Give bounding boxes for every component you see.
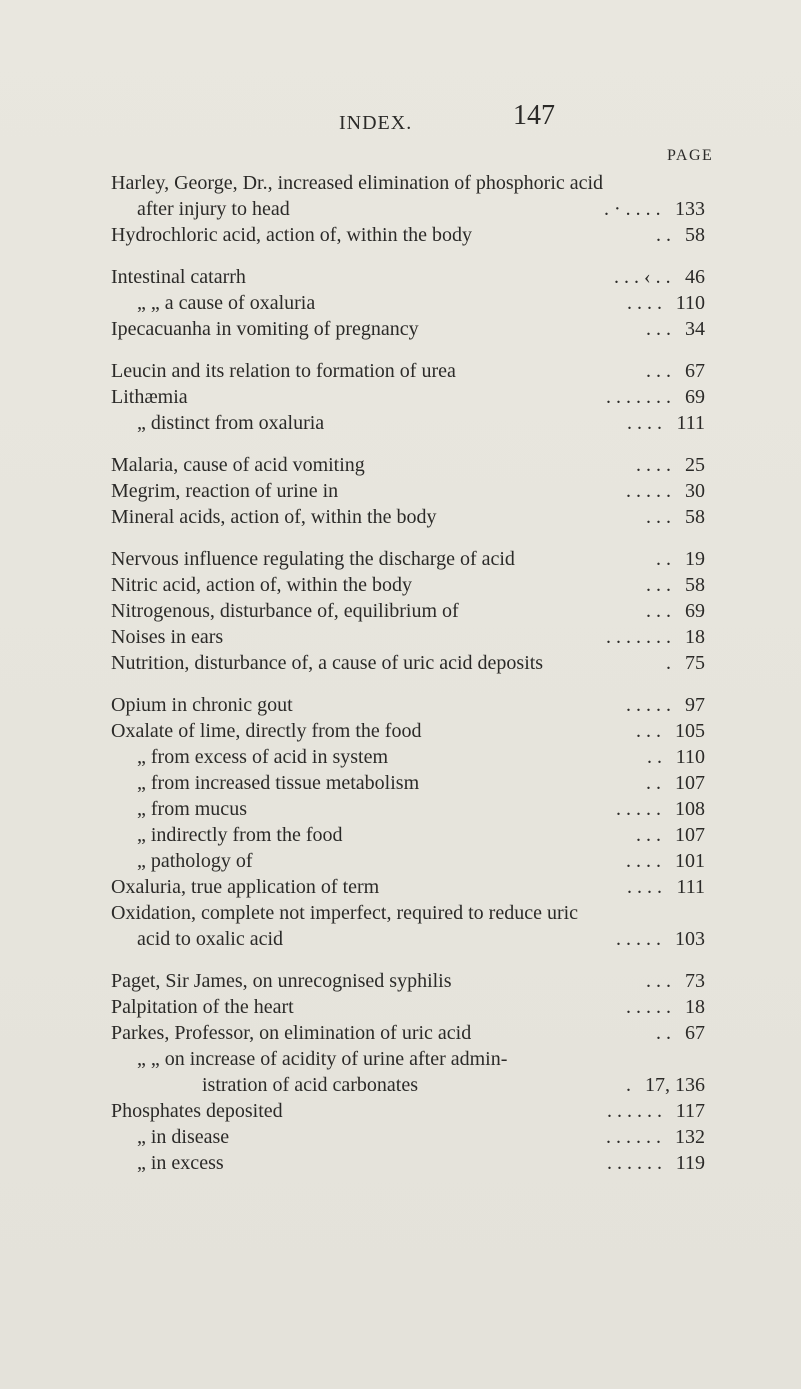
dot-leader: . .: [656, 1022, 671, 1044]
page-reference: 18: [685, 626, 705, 648]
index-entry: [0, 572, 801, 598]
dot-leader: . . .: [646, 574, 671, 596]
dot-leader: .: [626, 1074, 631, 1096]
page-reference: 132: [675, 1126, 705, 1148]
index-entry: [0, 1020, 801, 1046]
page-reference: 107: [675, 772, 705, 794]
index-entry: [0, 624, 801, 650]
index-entry: [0, 848, 801, 874]
index-entry: [0, 1046, 801, 1072]
index-entry: [0, 770, 801, 796]
entry-text: Parkes, Professor, on elimination of uric acid: [111, 1022, 472, 1044]
entry-text: „ from excess of acid in system: [137, 746, 389, 768]
dot-leader: . . . . . .: [607, 1152, 662, 1174]
entry-text: Malaria, cause of acid vomiting: [111, 454, 365, 476]
dot-leader: . .: [656, 548, 671, 570]
dot-leader: . . .: [636, 824, 661, 846]
index-entry: [0, 1072, 801, 1098]
page-reference: 73: [685, 970, 705, 992]
dot-leader: . . .: [646, 970, 671, 992]
dot-leader: . .: [646, 772, 661, 794]
entry-text: Ipecacuanha in vomiting of pregnancy: [111, 318, 419, 340]
page-reference: 58: [685, 224, 705, 246]
index-entry: [0, 1124, 801, 1150]
page-reference: 105: [675, 720, 705, 742]
entry-text: Nutrition, disturbance of, a cause of uric acid deposits: [111, 652, 544, 674]
entry-text: „ „ on increase of acidity of urine after admin-: [137, 1048, 508, 1070]
page-reference: 119: [675, 1152, 705, 1174]
entry-text: „ in excess: [137, 1152, 224, 1174]
index-entry: [0, 926, 801, 952]
dot-leader: . . . . .: [616, 928, 661, 950]
entry-text: „ distinct from oxaluria: [137, 412, 325, 434]
page-reference: 25: [685, 454, 705, 476]
index-entry: [0, 546, 801, 572]
index-entry: [0, 968, 801, 994]
page-reference: 67: [685, 360, 705, 382]
page-reference: 18: [685, 996, 705, 1018]
index-entry: [0, 222, 801, 248]
index-letter-group: [0, 358, 801, 436]
entry-text: Noises in ears: [111, 626, 224, 648]
dot-leader: . . . .: [627, 876, 662, 898]
page-number: 147: [513, 100, 555, 131]
entry-text: „ from mucus: [137, 798, 247, 820]
entry-text: Phosphates deposited: [111, 1100, 283, 1122]
entry-text: Oxidation, complete not imperfect, required to reduce uric: [111, 902, 579, 924]
index-entry: [0, 290, 801, 316]
page-reference: 133: [675, 198, 705, 220]
index-entry: [0, 744, 801, 770]
dot-leader: . . . . . .: [607, 1100, 662, 1122]
page-reference: 111: [676, 412, 705, 434]
dot-leader: . . . . . . .: [606, 626, 671, 648]
index-letter-group: [0, 968, 801, 1176]
dot-leader: . . . . .: [626, 996, 671, 1018]
entry-text: Hydrochloric acid, action of, within the body: [111, 224, 473, 246]
index-entry: [0, 874, 801, 900]
dot-leader: . . .: [646, 360, 671, 382]
index-letter-group: [0, 452, 801, 530]
entry-text: Nervous influence regulating the discharge of acid: [111, 548, 515, 570]
page-reference: 17, 136: [645, 1074, 705, 1096]
dot-leader: . . . .: [636, 454, 671, 476]
entry-text: acid to oxalic acid: [137, 928, 284, 950]
index-list: [0, 170, 801, 1192]
dot-leader: . . . . . . .: [606, 386, 671, 408]
page-reference: 103: [675, 928, 705, 950]
dot-leader: . . . . .: [626, 480, 671, 502]
page-reference: 111: [676, 876, 705, 898]
page-reference: 34: [685, 318, 705, 340]
dot-leader: . . . . .: [626, 694, 671, 716]
entry-text: istration of acid carbonates: [202, 1074, 419, 1096]
page-reference: 69: [685, 386, 705, 408]
running-title: INDEX.: [339, 112, 413, 134]
dot-leader: . .: [656, 224, 671, 246]
entry-text: Intestinal catarrh: [111, 266, 246, 288]
index-entry: [0, 796, 801, 822]
entry-text: after injury to head: [137, 198, 290, 220]
index-entry: [0, 1150, 801, 1176]
entry-text: „ „ a cause of oxaluria: [137, 292, 316, 314]
index-entry: [0, 316, 801, 342]
entry-text: Oxalate of lime, directly from the food: [111, 720, 422, 742]
dot-leader: . . . .: [627, 292, 662, 314]
index-entry: [0, 598, 801, 624]
index-entry: [0, 196, 801, 222]
dot-leader: . . .: [636, 720, 661, 742]
dot-leader: . . .: [646, 600, 671, 622]
index-entry: [0, 1098, 801, 1124]
index-entry: [0, 358, 801, 384]
index-entry: [0, 452, 801, 478]
entry-text: Palpitation of the heart: [111, 996, 294, 1018]
index-entry: [0, 478, 801, 504]
page-reference: 67: [685, 1022, 705, 1044]
dot-leader: . . . . .: [616, 798, 661, 820]
entry-text: Paget, Sir James, on unrecognised syphilis: [111, 970, 452, 992]
dot-leader: . . .: [646, 506, 671, 528]
dot-leader: . . . .: [626, 850, 661, 872]
entry-text: „ in disease: [137, 1126, 230, 1148]
index-entry: [0, 650, 801, 676]
entry-text: Opium in chronic gout: [111, 694, 293, 716]
dot-leader: .: [666, 652, 671, 674]
page-reference: 107: [675, 824, 705, 846]
page-reference: 117: [675, 1100, 705, 1122]
entry-text: Oxaluria, true application of term: [111, 876, 380, 898]
page-reference: 46: [685, 266, 705, 288]
entry-text: Lithæmia: [111, 386, 188, 408]
index-entry: [0, 718, 801, 744]
page-reference: 110: [675, 746, 705, 768]
running-head: [339, 100, 719, 140]
dot-leader: . . . .: [627, 412, 662, 434]
dot-leader: . . .: [646, 318, 671, 340]
index-entry: [0, 900, 801, 926]
entry-text: Leucin and its relation to formation of urea: [111, 360, 456, 382]
page-reference: 101: [675, 850, 705, 872]
index-entry: [0, 692, 801, 718]
page-reference: 108: [675, 798, 705, 820]
page-reference: 75: [685, 652, 705, 674]
dot-leader: . · . . . .: [604, 198, 661, 220]
page-reference: 30: [685, 480, 705, 502]
index-letter-group: [0, 264, 801, 342]
index-entry: [0, 504, 801, 530]
entry-text: „ pathology of: [137, 850, 253, 872]
index-letter-group: [0, 546, 801, 676]
page-reference: 58: [685, 506, 705, 528]
entry-text: Mineral acids, action of, within the body: [111, 506, 437, 528]
entry-text: Nitrogenous, disturbance of, equilibrium of: [111, 600, 459, 622]
index-entry: [0, 384, 801, 410]
page-reference: 97: [685, 694, 705, 716]
page-reference: 19: [685, 548, 705, 570]
entry-text: Megrim, reaction of urine in: [111, 480, 339, 502]
dot-leader: . . . . . .: [606, 1126, 661, 1148]
index-entry: [0, 994, 801, 1020]
page-column-label: PAGE: [667, 147, 714, 164]
index-entry: [0, 822, 801, 848]
index-letter-group: [0, 692, 801, 952]
entry-text: „ from increased tissue metabolism: [137, 772, 420, 794]
entry-text: Nitric acid, action of, within the body: [111, 574, 413, 596]
page-reference: 110: [675, 292, 705, 314]
index-entry: [0, 264, 801, 290]
entry-text: „ indirectly from the food: [137, 824, 343, 846]
page-reference: 69: [685, 600, 705, 622]
dot-leader: . .: [647, 746, 662, 768]
dot-leader: . . . ‹ . .: [614, 266, 671, 288]
index-letter-group: [0, 170, 801, 248]
entry-text: Harley, George, Dr., increased elimination of phosphoric acid: [111, 172, 604, 194]
page-reference: 58: [685, 574, 705, 596]
index-entry: [0, 410, 801, 436]
index-entry: [0, 170, 801, 196]
